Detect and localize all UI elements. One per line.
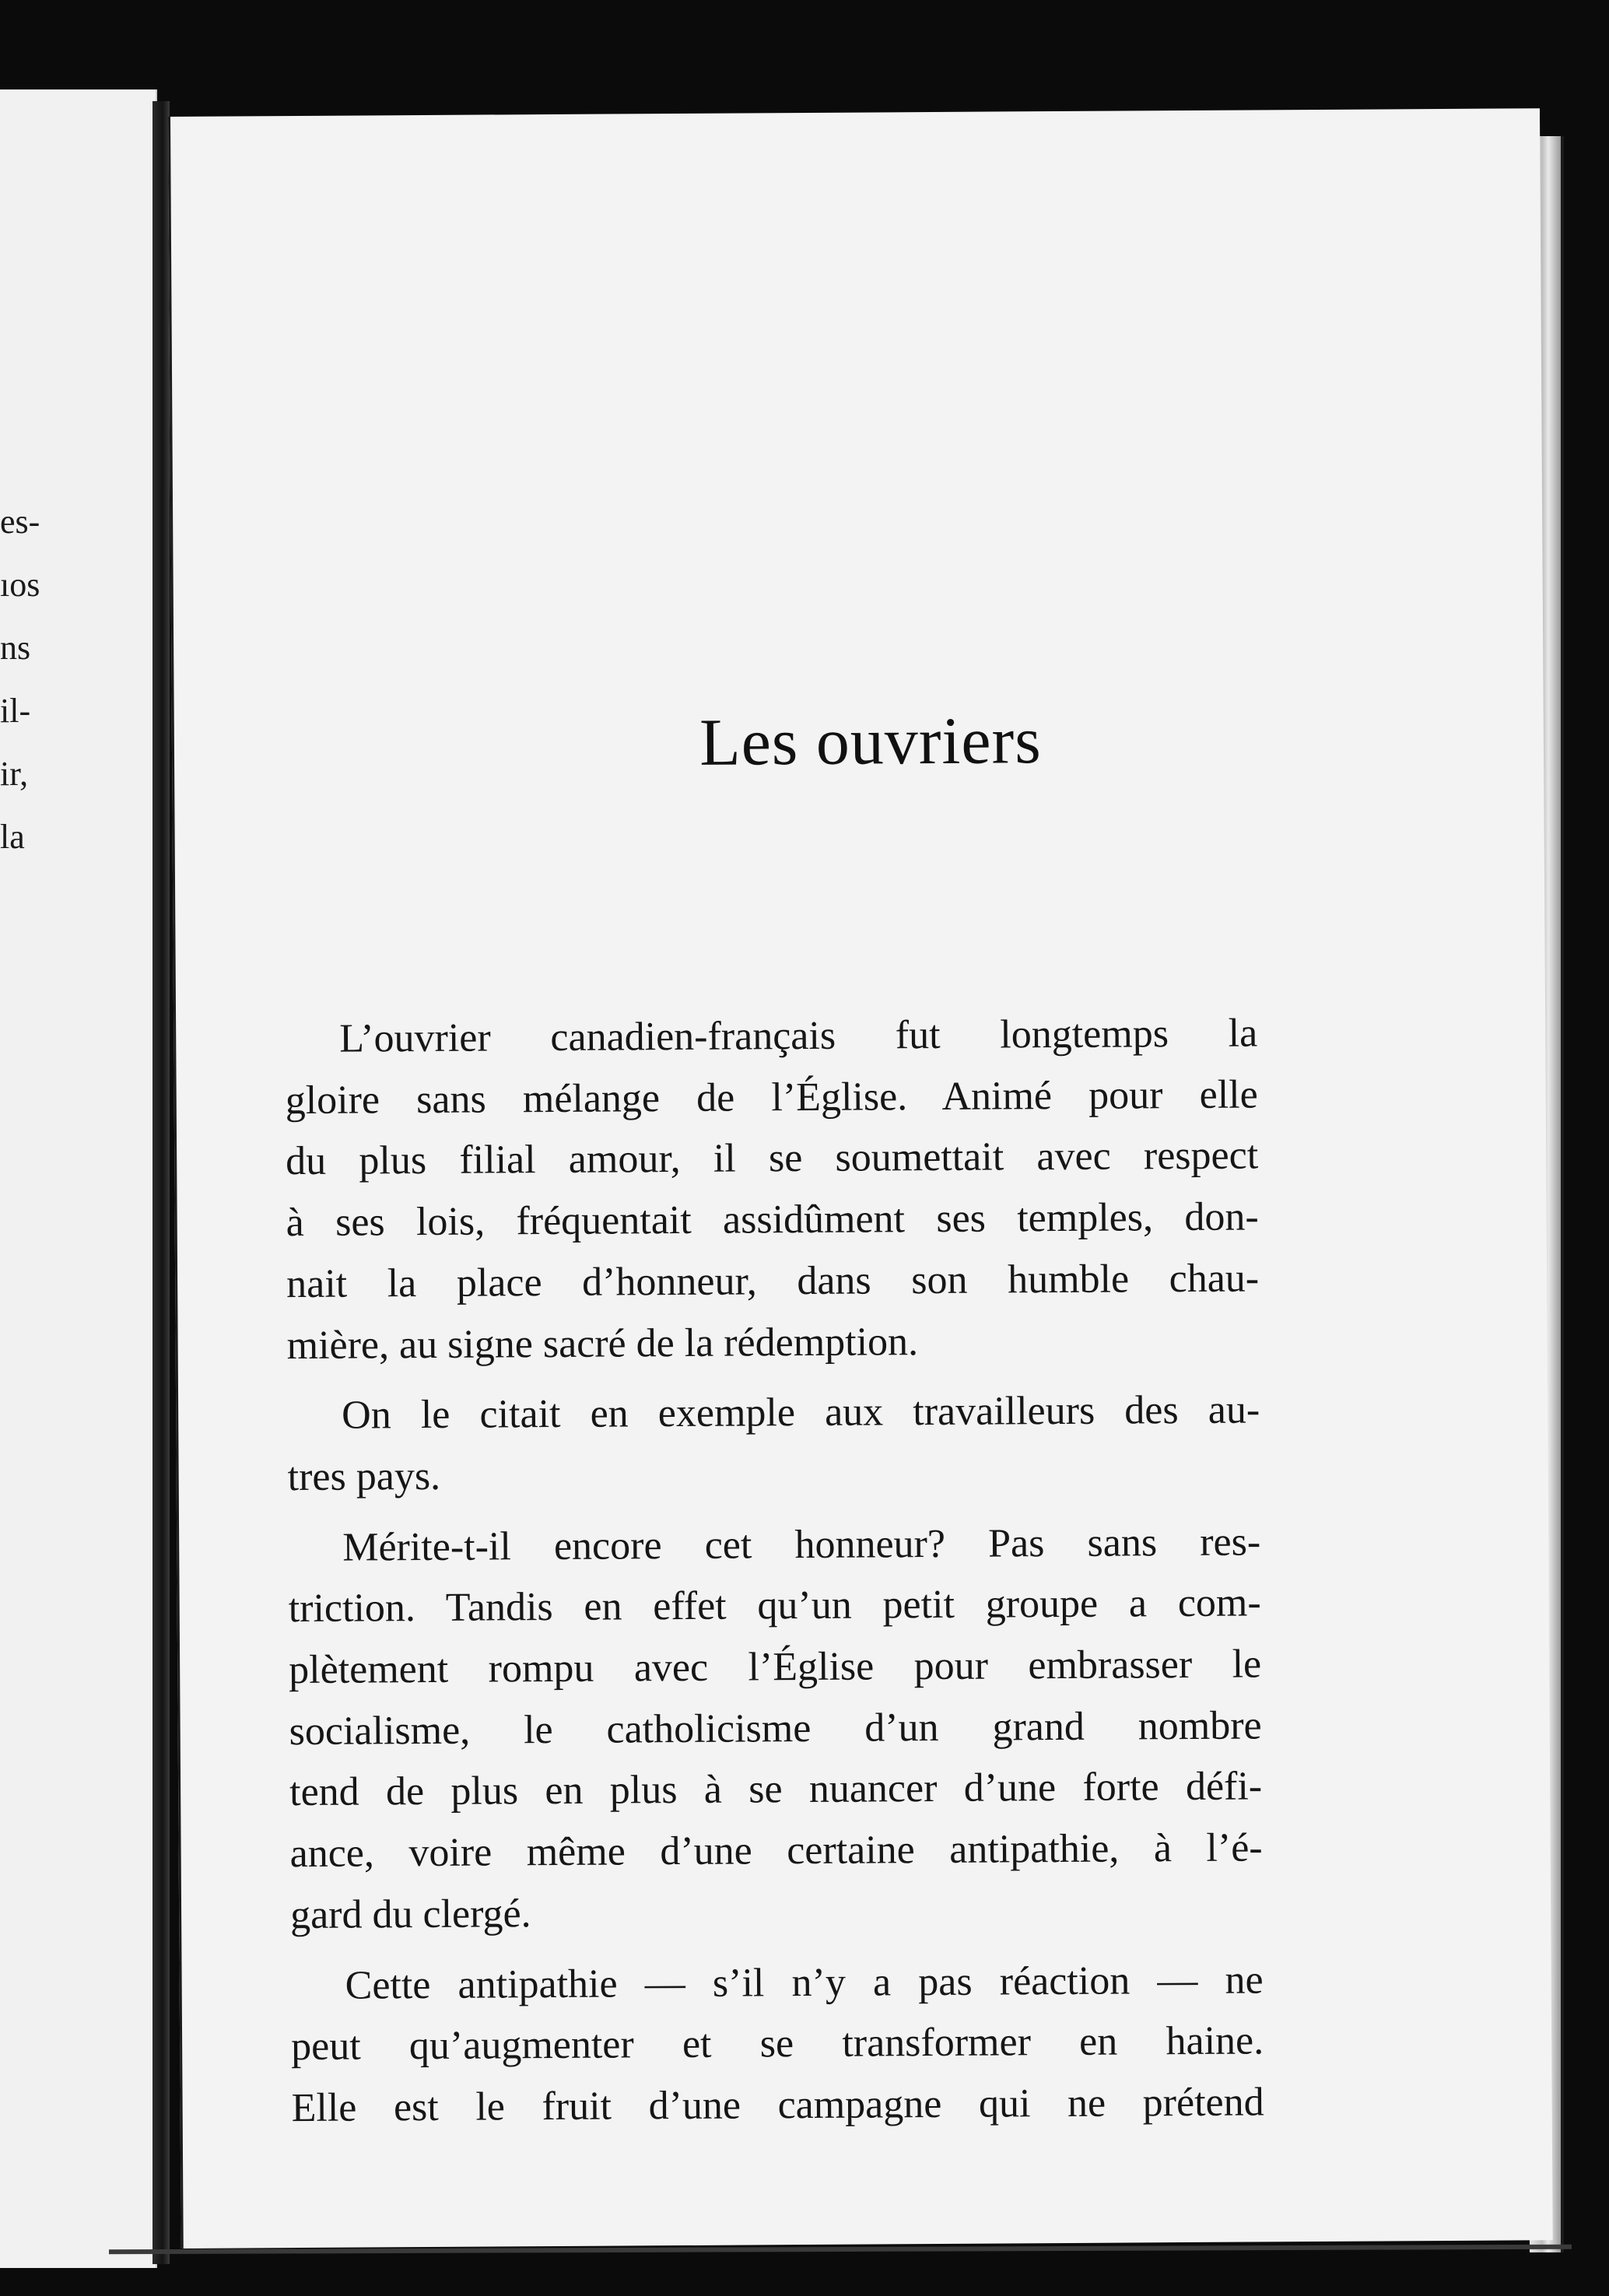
text-line: socialisme, le catholicisme d’un grand nombre: [289, 1703, 1262, 1754]
previous-page-line: il-: [0, 692, 31, 730]
text-line: Mérite-t-il encore cet honneur? Pas sans res-: [342, 1520, 1261, 1570]
previous-page-text: [0, 490, 40, 868]
text-line: peut qu’augmenter et se transformer en haine.: [290, 2018, 1264, 2070]
book-page: [168, 108, 1553, 2249]
chapter-title: Les ouvriers: [699, 703, 1042, 780]
text-line: gloire sans mélange de l’Église. Animé pour elle: [285, 1072, 1258, 1123]
previous-page-line: ir,: [0, 755, 29, 793]
text-line: L’ouvrier canadien-français fut longtemps la: [339, 1011, 1258, 1061]
text-line: Elle est le fruit d’une campagne qui ne prétend: [291, 2080, 1264, 2131]
chapter-body: [285, 1003, 1264, 2139]
text-line: plètement rompu avec l’Église pour embrasser le: [289, 1642, 1262, 1693]
text-line: tend de plus en plus à se nuancer d’une forte défi-: [289, 1764, 1263, 1815]
previous-page-line: es-: [0, 503, 40, 541]
previous-page-line: ıos: [0, 566, 40, 604]
text-line: à ses lois, fréquentait assidûment ses temples, don-: [286, 1194, 1259, 1246]
previous-page: [0, 89, 157, 2268]
text-line: du plus filial amour, il se soumettait avec respect: [286, 1133, 1259, 1184]
text-line: nait la place d’honneur, dans son humble chau-: [286, 1256, 1260, 1306]
previous-page-line: ns: [0, 629, 31, 667]
text-line: Cette antipathie — s’il n’y a pas réaction — ne: [345, 1957, 1264, 2008]
text-line: triction. Tandis en effet qu’un petit groupe a com-: [288, 1580, 1261, 1632]
previous-page-line: la: [0, 818, 25, 856]
text-line: mière, au signe sacré de la rédemption.: [286, 1319, 919, 1368]
text-line: tres pays.: [287, 1453, 441, 1500]
text-line: gard du clergé.: [289, 1891, 531, 1937]
text-line: ance, voire même d’une certaine antipathie, à l’é-: [289, 1825, 1263, 1877]
text-line: On le citait en exemple aux travailleurs des au-: [342, 1387, 1260, 1438]
book-spine: [152, 101, 170, 2264]
